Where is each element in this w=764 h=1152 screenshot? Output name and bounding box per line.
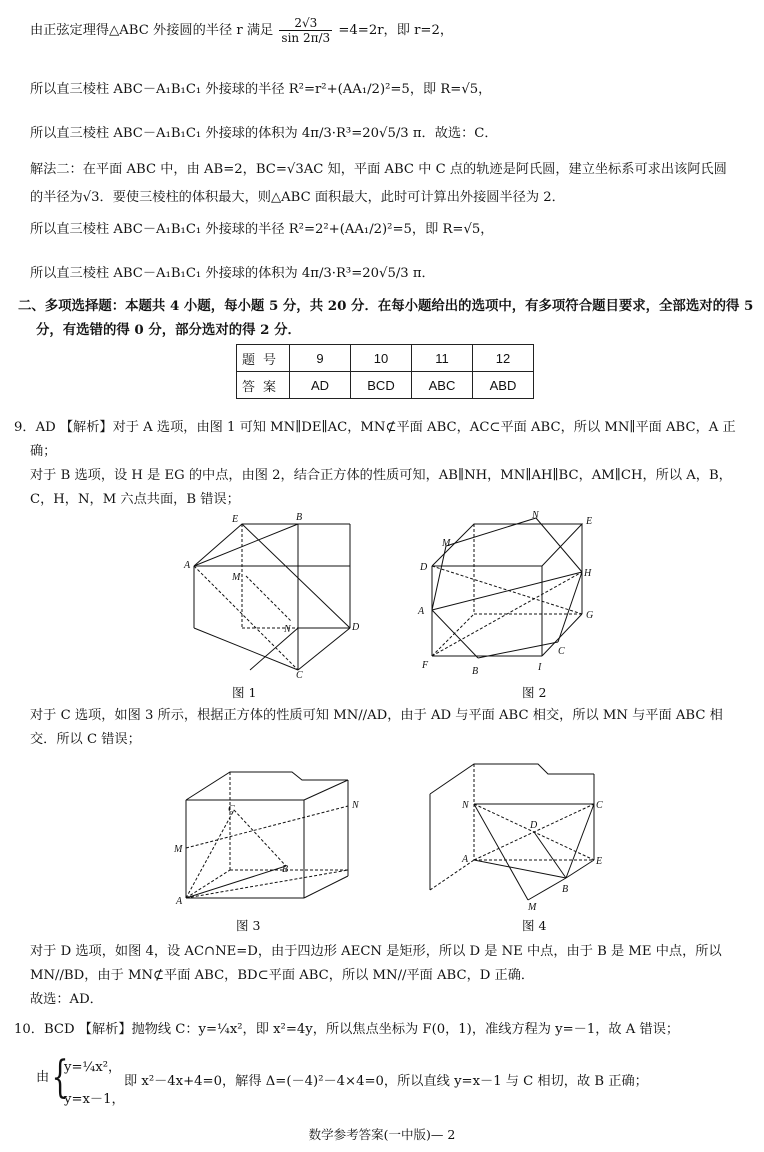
line-6: 所以直三棱柱 ABC－A₁B₁C₁ 外接球的半径 R²=2²+(AA₁/2)²=5，即 R=√5，	[30, 222, 494, 237]
answer-table	[236, 344, 534, 399]
fraction	[279, 16, 332, 45]
svg-text:E: E	[232, 514, 239, 525]
table-cell: AD	[290, 372, 351, 399]
figure-1-diagram	[180, 510, 370, 680]
figure-1-caption: 图 1	[232, 685, 257, 700]
line-7: 所以直三棱柱 ABC－A₁B₁C₁ 外接球的体积为 4π/3·R³=20√5/3 π．	[30, 266, 435, 281]
svg-text:B: B	[562, 884, 569, 895]
q10-prefix: 由	[36, 1070, 50, 1085]
svg-text:M: M	[174, 844, 183, 855]
q10-system-line-1: y=¼x²，	[64, 1060, 122, 1075]
q9-line-f: 交．所以 C 错误；	[30, 732, 141, 747]
table-row	[237, 345, 534, 372]
line-2: 所以直三棱柱 ABC－A₁B₁C₁ 外接球的半径 R²=r²+(AA₁/2)²=5，即 R=√5，	[30, 82, 492, 97]
table-header-cell: 答案	[237, 372, 290, 399]
q10-tail: 即 x²－4x+4=0，解得 Δ=(－4)²－4×4=0，所以直线 y=x－1 与 C 相切，故 B 正确；	[124, 1074, 648, 1089]
figure-4-caption: 图 4	[522, 918, 547, 933]
svg-text:B: B	[282, 864, 289, 875]
svg-text:I: I	[538, 662, 542, 673]
frac-num: 2√3	[279, 16, 332, 31]
table-cell: BCD	[351, 372, 412, 399]
figure-4-diagram	[418, 750, 618, 910]
svg-text:A: A	[176, 896, 183, 907]
svg-text:E: E	[596, 856, 603, 867]
svg-text:D: D	[530, 820, 538, 831]
table-header-cell: 题号	[237, 345, 290, 372]
figure-3-diagram	[172, 758, 372, 908]
svg-text:F: F	[422, 660, 429, 671]
q10-system-line-2: y=x－1，	[64, 1092, 125, 1107]
svg-text:A: A	[184, 560, 191, 571]
svg-text:C: C	[228, 804, 235, 815]
q9-line-i: 故选：AD．	[30, 992, 103, 1007]
q9-line-b: 确；	[30, 444, 57, 459]
figure-3-caption: 图 3	[236, 918, 261, 933]
table-cell: 12	[473, 345, 534, 372]
figure-2-caption: 图 2	[522, 685, 547, 700]
line-5: 的半径为√3．要使三棱柱的体积最大，则△ABC 面积最大，此时可计算出外接圆半径为 2．	[30, 190, 565, 205]
q9-line-d: C，H，N，M 六点共面，B 错误；	[30, 492, 240, 507]
svg-text:M: M	[528, 902, 537, 910]
figure-2-diagram	[412, 510, 602, 680]
svg-text:D: D	[420, 562, 428, 573]
brace-symbol: {	[51, 1052, 69, 1103]
q10-line-a: 10．BCD 【解析】抛物线 C：y=¼x²，即 x²=4y，所以焦点坐标为 F(0，1)，准线方程为 y=－1，故 A 错误；	[14, 1022, 680, 1037]
q9-line-e: 对于 C 选项，如图 3 所示，根据正方体的性质可知 MN//AD，由于 AD 与平面 ABC 相交，所以 MN 与平面 ABC 相	[30, 708, 723, 723]
table-cell: 11	[412, 345, 473, 372]
line-3: 所以直三棱柱 ABC－A₁B₁C₁ 外接球的体积为 4π/3·R³=20√5/3 π．故选：C．	[30, 126, 498, 141]
svg-text:N: N	[532, 510, 539, 521]
svg-text:C: C	[596, 800, 603, 811]
svg-text:N: N	[284, 624, 291, 635]
section-heading-1: 二、多项选择题：本题共 4 小题，每小题 5 分，共 20 分．在每小题给出的选项中，有多项符合题目要求，全部选对的得 5	[18, 298, 754, 314]
svg-text:A: A	[418, 606, 425, 617]
table-cell: ABD	[473, 372, 534, 399]
svg-text:C: C	[296, 670, 303, 680]
q9-line-c: 对于 B 选项，设 H 是 EG 的中点，由图 2，结合正方体的性质可知，AB∥NH，MN∥AH∥BC，AM∥CH，所以 A，B，	[30, 468, 732, 483]
line-4: 解法二：在平面 ABC 中，由 AB=2，BC=√3AC 知，平面 ABC 中 C 点的轨迹是阿氏圆，建立坐标系可求出该阿氏圆	[30, 162, 727, 177]
section-heading-2: 分，有选错的得 0 分，部分选对的得 2 分．	[36, 322, 301, 338]
table-row	[237, 372, 534, 399]
table-cell: ABC	[412, 372, 473, 399]
svg-text:G: G	[586, 610, 594, 621]
text-l1: 由正弦定理得△ABC 外接圆的半径 r 满足	[30, 23, 274, 38]
q9-line-g: 对于 D 选项，如图 4，设 AC∩NE=D，由于四边形 AECN 是矩形，所以 D 是 NE 中点，由于 B 是 ME 中点，所以	[30, 944, 722, 959]
frac-den: sin 2π/3	[281, 31, 331, 45]
svg-text:B: B	[296, 512, 303, 523]
svg-text:N: N	[462, 800, 469, 811]
svg-text:B: B	[472, 666, 479, 677]
table-cell: 9	[290, 345, 351, 372]
svg-text:A: A	[462, 854, 469, 865]
svg-text:H: H	[584, 568, 592, 579]
q9-line-h: MN//BD，由于 MN⊄平面 ABC，BD⊂平面 ABC，所以 MN//平面 ABC，D 正确．	[30, 968, 535, 983]
svg-text:M: M	[232, 572, 241, 583]
q9-line-a: 9．AD 【解析】对于 A 选项，由图 1 可知 MN∥DE∥AC，MN⊄平面 ABC，AC⊂平面 ABC，所以 MN∥平面 ABC，A 正	[14, 420, 736, 435]
line-1	[30, 16, 744, 45]
text-l1-tail: =4=2r，即 r=2，	[338, 23, 454, 38]
svg-text:E: E	[586, 516, 593, 527]
svg-text:M: M	[442, 538, 451, 549]
svg-text:C: C	[558, 646, 565, 657]
table-cell: 10	[351, 345, 412, 372]
svg-text:N: N	[352, 800, 359, 811]
svg-text:D: D	[352, 622, 360, 633]
page-footer: 数学参考答案(一中版)— 2	[308, 1127, 456, 1142]
